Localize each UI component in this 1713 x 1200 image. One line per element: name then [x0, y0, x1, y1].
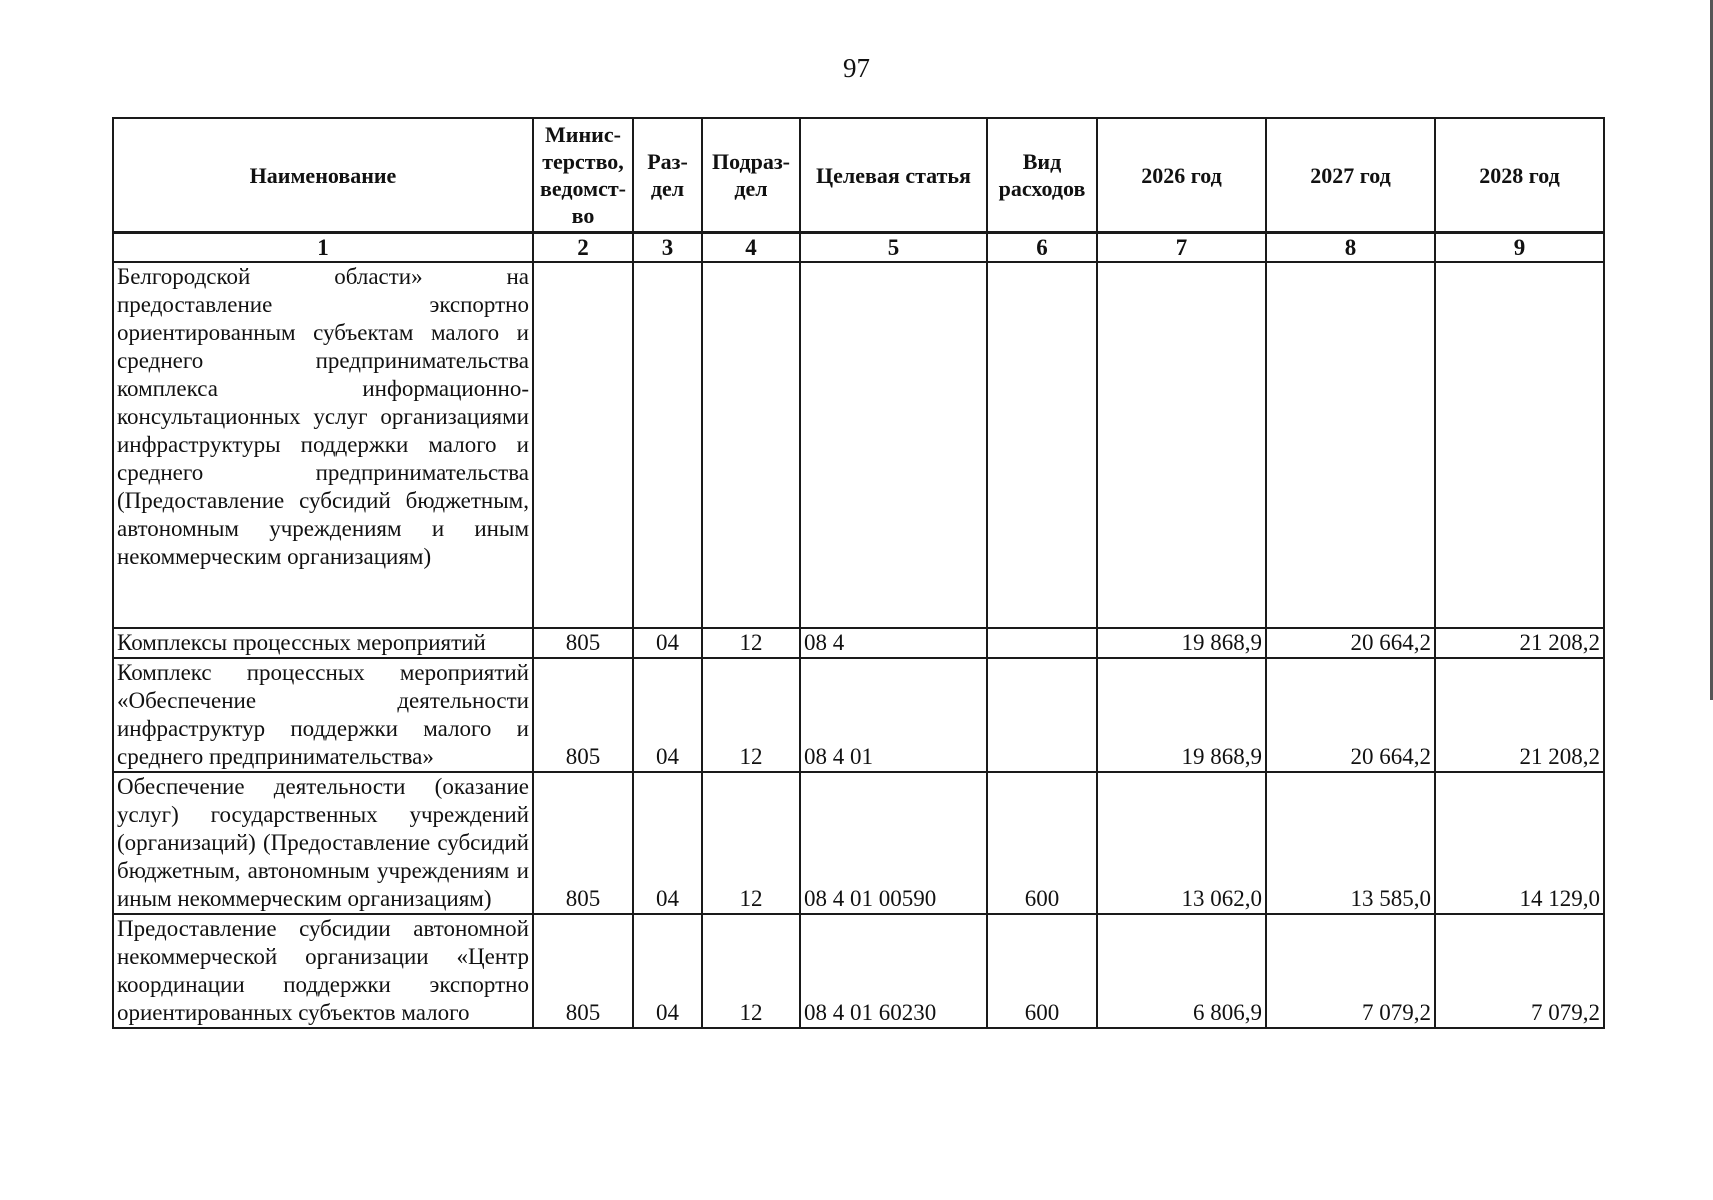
row-name: Комплексы процессных мероприятий — [113, 628, 533, 658]
row-name: Белгородской области» на предоставление экспортно ориентированным субъектам малого и среднего предпринимательства комплекса информационно-консультационных услуг организациями инфраструктуры поддержки малого и среднего предпринимательства (Предоставление субсидий бюджетным, автономным учреждениям и иным некоммерческим организациям) — [113, 262, 533, 628]
row-year-2027: 20 664,2 — [1266, 628, 1435, 658]
header-row — [113, 118, 1604, 233]
row-section: 04 — [633, 658, 702, 772]
row-section: 04 — [633, 772, 702, 914]
table-body — [113, 262, 1604, 1028]
row-target-article: 08 4 01 — [800, 658, 987, 772]
column-number: 1 — [113, 233, 533, 263]
row-expense-type: 600 — [987, 914, 1097, 1028]
column-number: 9 — [1435, 233, 1604, 263]
row-ministry: 805 — [533, 772, 633, 914]
row-ministry — [533, 262, 633, 628]
row-section: 04 — [633, 914, 702, 1028]
table-row — [113, 262, 1604, 628]
row-name: Комплекс процессных мероприятий «Обеспечение деятельности инфраструктур поддержки малого и среднего предпринимательства» — [113, 658, 533, 772]
row-year-2027: 7 079,2 — [1266, 914, 1435, 1028]
row-year-2028: 21 208,2 — [1435, 658, 1604, 772]
column-number-row — [113, 233, 1604, 263]
header-subsection: Подраз-дел — [702, 118, 800, 233]
row-name: Обеспечение деятельности (оказание услуг) государственных учреждений (организаций) (Предоставление субсидий бюджетным, автономным учреждениям и иным некоммерческим организациям) — [113, 772, 533, 914]
row-year-2028: 14 129,0 — [1435, 772, 1604, 914]
row-subsection: 12 — [702, 914, 800, 1028]
header-name: Наименование — [113, 118, 533, 233]
header-target-article: Целевая статья — [800, 118, 987, 233]
header-expense-type: Вид расходов — [987, 118, 1097, 233]
row-section — [633, 262, 702, 628]
row-subsection: 12 — [702, 628, 800, 658]
budget-table — [112, 117, 1605, 1029]
row-year-2028: 7 079,2 — [1435, 914, 1604, 1028]
column-number: 8 — [1266, 233, 1435, 263]
row-expense-type: 600 — [987, 772, 1097, 914]
header-year-2027: 2027 год — [1266, 118, 1435, 233]
row-section: 04 — [633, 628, 702, 658]
table-row — [113, 628, 1604, 658]
column-number: 6 — [987, 233, 1097, 263]
row-year-2028 — [1435, 262, 1604, 628]
row-ministry: 805 — [533, 658, 633, 772]
row-subsection: 12 — [702, 772, 800, 914]
row-year-2026: 19 868,9 — [1097, 628, 1266, 658]
row-year-2027 — [1266, 262, 1435, 628]
column-number: 3 — [633, 233, 702, 263]
table-header — [113, 118, 1604, 262]
column-number: 4 — [702, 233, 800, 263]
row-subsection — [702, 262, 800, 628]
row-target-article: 08 4 01 60230 — [800, 914, 987, 1028]
table-row — [113, 772, 1604, 914]
row-year-2027: 13 585,0 — [1266, 772, 1435, 914]
table-row — [113, 914, 1604, 1028]
row-year-2026 — [1097, 262, 1266, 628]
column-number: 2 — [533, 233, 633, 263]
row-year-2027: 20 664,2 — [1266, 658, 1435, 772]
header-section: Раз-дел — [633, 118, 702, 233]
row-expense-type — [987, 262, 1097, 628]
header-year-2026: 2026 год — [1097, 118, 1266, 233]
row-year-2026: 13 062,0 — [1097, 772, 1266, 914]
row-ministry: 805 — [533, 628, 633, 658]
header-year-2028: 2028 год — [1435, 118, 1604, 233]
row-expense-type — [987, 628, 1097, 658]
row-year-2026: 6 806,9 — [1097, 914, 1266, 1028]
row-target-article: 08 4 — [800, 628, 987, 658]
row-expense-type — [987, 658, 1097, 772]
row-target-article: 08 4 01 00590 — [800, 772, 987, 914]
row-target-article — [800, 262, 987, 628]
column-number: 5 — [800, 233, 987, 263]
page-number: 97 — [843, 53, 870, 83]
row-name: Предоставление субсидии автономной некоммерческой организации «Центр координации поддержки экспортно ориентированных субъектов малого — [113, 914, 533, 1028]
row-year-2026: 19 868,9 — [1097, 658, 1266, 772]
table-row — [113, 658, 1604, 772]
header-ministry: Минис-терство, ведомст-во — [533, 118, 633, 233]
row-ministry: 805 — [533, 914, 633, 1028]
row-year-2028: 21 208,2 — [1435, 628, 1604, 658]
column-number: 7 — [1097, 233, 1266, 263]
row-subsection: 12 — [702, 658, 800, 772]
